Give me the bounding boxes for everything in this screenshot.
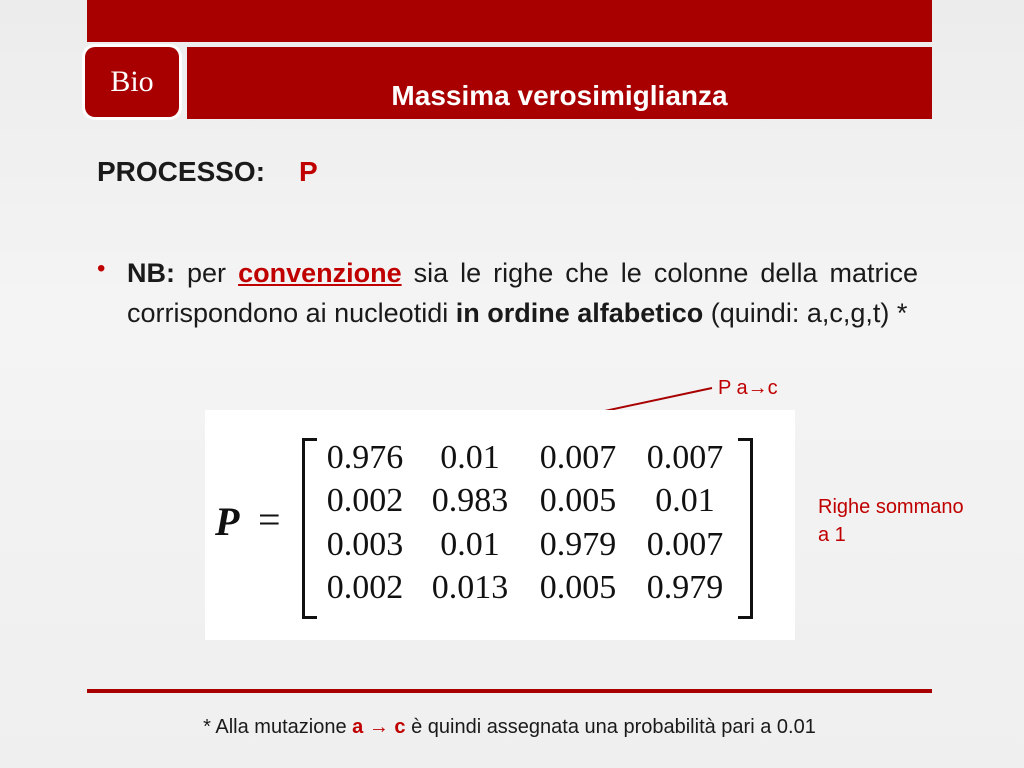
matrix-cell: 0.007 [539, 439, 617, 476]
rows-sum-note-line2: a 1 [818, 524, 846, 546]
matrix-row [310, 566, 740, 610]
matrix-row [310, 479, 740, 523]
matrix-cell: 0.002 [326, 482, 404, 519]
nb-label: NB: [127, 258, 175, 288]
matrix-symbol: P [215, 499, 240, 544]
footer-arrow-icon: → [368, 716, 389, 738]
equals-sign: = [258, 497, 281, 542]
matrix-cell: 0.976 [326, 439, 404, 476]
footer-divider [87, 689, 932, 693]
footer-post: è quindi assegnata una probabilità pari a 0.01 [405, 716, 816, 738]
footer-from: a [352, 716, 364, 738]
heading-symbol: P [299, 156, 318, 187]
section-tab: Bio [85, 47, 179, 117]
matrix-cell: 0.002 [326, 569, 404, 606]
convention-emphasis: convenzione [238, 258, 402, 288]
matrix-cell: 0.005 [539, 569, 617, 606]
rows-sum-note [818, 493, 964, 549]
bullet-text-1: per [175, 258, 239, 288]
matrix-right-bracket [738, 438, 753, 619]
slide-title: Massima verosimiglianza [391, 80, 728, 111]
matrix-cell: 0.005 [539, 482, 617, 519]
bullet-text-3: (quindi: a,c,g,t) * [703, 298, 908, 328]
bullet-text-2: sia le righe che le colonne della matrice corrispondono ai nucleotidi [127, 258, 918, 328]
arrow-annotation-post: c [767, 377, 778, 399]
matrix-cell: 0.013 [431, 569, 509, 606]
matrix-cell: 0.979 [539, 526, 617, 563]
rows-sum-note-line1: Righe sommano [818, 496, 964, 518]
matrix-cell: 0.007 [646, 526, 724, 563]
matrix-cell: 0.01 [440, 439, 500, 476]
bullet-marker: • [97, 255, 106, 282]
footer-note [87, 716, 932, 739]
footer-pre: * Alla mutazione [203, 716, 353, 738]
heading-label: PROCESSO: [97, 156, 266, 187]
matrix-cell: 0.01 [655, 482, 715, 519]
matrix-row [310, 436, 740, 480]
matrix-cell: 0.007 [646, 439, 724, 476]
alphabetical-order-emphasis: in ordine alfabetico [455, 298, 704, 328]
matrix-cell: 0.01 [440, 526, 500, 563]
footer-to: c [394, 716, 406, 738]
matrix-cell: 0.983 [431, 482, 509, 519]
arrow-glyph: → [747, 377, 768, 399]
matrix-row [310, 523, 740, 567]
matrix-cell: 0.003 [326, 526, 404, 563]
matrix-cell: 0.979 [646, 569, 724, 606]
arrow-annotation-pre: P a [718, 377, 748, 399]
